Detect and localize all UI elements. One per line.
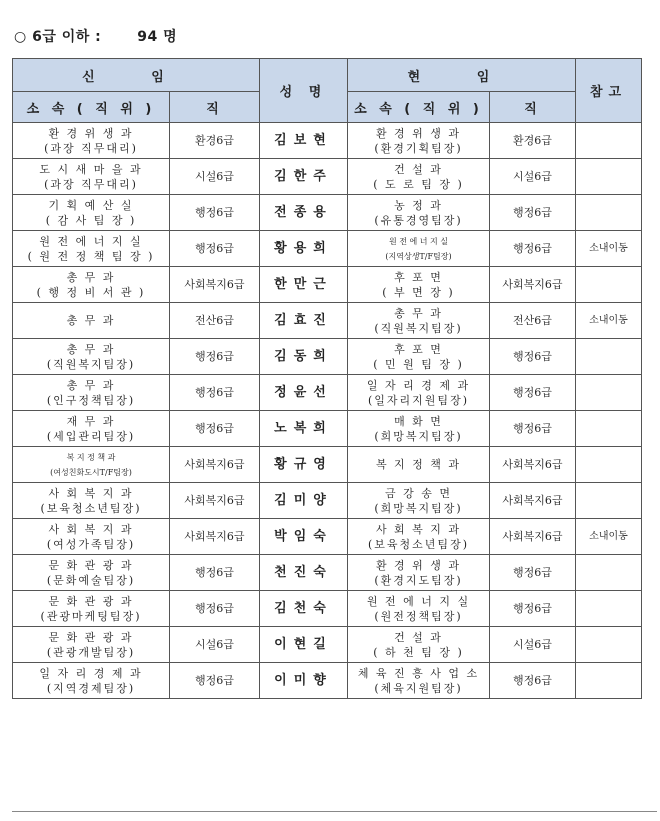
- current-rank-cell: 행정6급: [490, 195, 576, 231]
- new-dept-cell: 복 지 정 책 과 (여성친화도시T/F팀장): [13, 447, 170, 483]
- current-rank-cell: 행정6급: [490, 591, 576, 627]
- new-post-header: 신 임: [13, 59, 260, 92]
- current-dept-cell: 환 경 위 생 과 (환경지도팀장): [348, 555, 490, 591]
- current-dept-cell: 매 화 면 (희망복지팀장): [348, 411, 490, 447]
- new-dept-cell: 문 화 관 광 과 (문화예술팀장): [13, 555, 170, 591]
- current-dept-cell: 사 회 복 지 과 (보육청소년팀장): [348, 519, 490, 555]
- note-cell: [576, 591, 642, 627]
- new-rank-cell: 행정6급: [170, 375, 260, 411]
- current-dept-cell: 복 지 정 책 과: [348, 447, 490, 483]
- name-cell: 이미향: [260, 663, 348, 699]
- name-header: 성 명: [260, 59, 348, 123]
- current-dept-cell: 일 자 리 경 제 과 (일자리지원팀장): [348, 375, 490, 411]
- bottom-rule: [12, 811, 657, 812]
- current-dept-cell: 원 전 에 너 지 실 (지역상생T/F팀장): [348, 231, 490, 267]
- table-row: [13, 627, 642, 663]
- new-dept-cell: 문 화 관 광 과 (관광개발팀장): [13, 627, 170, 663]
- current-rank-cell: 행정6급: [490, 339, 576, 375]
- current-rank-cell: 시설6급: [490, 159, 576, 195]
- new-dept-cell: 재 무 과 (세입관리팀장): [13, 411, 170, 447]
- table-row: [13, 303, 642, 339]
- new-dept-cell: 총 무 과 ( 행 정 비 서 관 ): [13, 267, 170, 303]
- table-row: [13, 519, 642, 555]
- new-dept-cell: 총 무 과 (직원복지팀장): [13, 339, 170, 375]
- new-rank-cell: 시설6급: [170, 627, 260, 663]
- table-row: [13, 447, 642, 483]
- name-cell: 한만근: [260, 267, 348, 303]
- new-dept-cell: 기 획 예 산 실 ( 감 사 팀 장 ): [13, 195, 170, 231]
- table-row: [13, 267, 642, 303]
- new-rank-cell: 행정6급: [170, 339, 260, 375]
- new-rank-cell: 행정6급: [170, 411, 260, 447]
- note-cell: 소내이동: [576, 303, 642, 339]
- note-cell: [576, 627, 642, 663]
- name-cell: 전종용: [260, 195, 348, 231]
- heading-label: ○ 6급 이하 :: [14, 29, 102, 45]
- current-dept-cell: 후 포 면 ( 부 면 장 ): [348, 267, 490, 303]
- current-rank-cell: 행정6급: [490, 411, 576, 447]
- new-dept-cell: 원 전 에 너 지 실 ( 원 전 정 책 팀 장 ): [13, 231, 170, 267]
- current-dept-header: 소 속 ( 직 위 ): [348, 92, 490, 123]
- table-row: [13, 195, 642, 231]
- current-dept-cell: 건 설 과 ( 하 천 팀 장 ): [348, 627, 490, 663]
- current-rank-cell: 사회복지6급: [490, 519, 576, 555]
- new-rank-cell: 행정6급: [170, 231, 260, 267]
- current-rank-cell: 시설6급: [490, 627, 576, 663]
- note-cell: [576, 375, 642, 411]
- current-dept-cell: 원 전 에 너 지 실 (원전정책팀장): [348, 591, 490, 627]
- name-cell: 노복희: [260, 411, 348, 447]
- name-cell: 황규영: [260, 447, 348, 483]
- new-rank-cell: 사회복지6급: [170, 267, 260, 303]
- name-cell: 천진숙: [260, 555, 348, 591]
- note-cell: [576, 159, 642, 195]
- new-rank-cell: 환경6급: [170, 123, 260, 159]
- table-row: [13, 663, 642, 699]
- current-dept-cell: 후 포 면 ( 민 원 팀 장 ): [348, 339, 490, 375]
- new-rank-cell: 행정6급: [170, 591, 260, 627]
- note-cell: [576, 483, 642, 519]
- table-row: [13, 591, 642, 627]
- table-row: [13, 159, 642, 195]
- new-rank-cell: 시설6급: [170, 159, 260, 195]
- new-dept-header: 소 속 ( 직 위 ): [13, 92, 170, 123]
- new-rank-header: 직: [170, 92, 260, 123]
- name-cell: 황용희: [260, 231, 348, 267]
- current-dept-cell: 금 강 송 면 (희망복지팀장): [348, 483, 490, 519]
- new-dept-cell: 사 회 복 지 과 (보육청소년팀장): [13, 483, 170, 519]
- note-cell: [576, 663, 642, 699]
- current-rank-cell: 행정6급: [490, 555, 576, 591]
- name-cell: 정윤선: [260, 375, 348, 411]
- note-cell: [576, 195, 642, 231]
- new-dept-cell: 문 화 관 광 과 (관광마케팅팀장): [13, 591, 170, 627]
- current-rank-cell: 전산6급: [490, 303, 576, 339]
- table-row: [13, 411, 642, 447]
- current-dept-cell: 환 경 위 생 과 (환경기획팀장): [348, 123, 490, 159]
- note-header: 참고: [576, 59, 642, 123]
- table-row: [13, 375, 642, 411]
- note-cell: [576, 339, 642, 375]
- heading-count: 94 명: [137, 29, 178, 45]
- table-body: [13, 123, 642, 699]
- table-row: [13, 483, 642, 519]
- name-cell: 박임숙: [260, 519, 348, 555]
- table-row: [13, 555, 642, 591]
- name-cell: 김효진: [260, 303, 348, 339]
- current-post-header: 현 임: [348, 59, 576, 92]
- current-rank-cell: 사회복지6급: [490, 267, 576, 303]
- new-dept-cell: 사 회 복 지 과 (여성가족팀장): [13, 519, 170, 555]
- new-rank-cell: 사회복지6급: [170, 519, 260, 555]
- new-rank-cell: 전산6급: [170, 303, 260, 339]
- new-dept-cell: 일 자 리 경 제 과 (지역경제팀장): [13, 663, 170, 699]
- current-rank-cell: 환경6급: [490, 123, 576, 159]
- note-cell: [576, 123, 642, 159]
- name-cell: 김동희: [260, 339, 348, 375]
- name-cell: 김미양: [260, 483, 348, 519]
- new-rank-cell: 행정6급: [170, 195, 260, 231]
- name-cell: 김천숙: [260, 591, 348, 627]
- current-rank-cell: 사회복지6급: [490, 447, 576, 483]
- new-dept-cell: 총 무 과 (인구정책팀장): [13, 375, 170, 411]
- current-dept-cell: 농 정 과 (유통경영팀장): [348, 195, 490, 231]
- name-cell: 김보현: [260, 123, 348, 159]
- new-dept-cell: 총 무 과: [13, 303, 170, 339]
- current-rank-cell: 행정6급: [490, 231, 576, 267]
- note-cell: [576, 447, 642, 483]
- new-dept-cell: 도 시 새 마 을 과 (과장 직무대리): [13, 159, 170, 195]
- new-rank-cell: 행정6급: [170, 555, 260, 591]
- section-heading: [14, 26, 177, 46]
- new-rank-cell: 사회복지6급: [170, 483, 260, 519]
- new-rank-cell: 사회복지6급: [170, 447, 260, 483]
- current-dept-cell: 건 설 과 ( 도 로 팀 장 ): [348, 159, 490, 195]
- note-cell: [576, 267, 642, 303]
- note-cell: 소내이동: [576, 231, 642, 267]
- current-rank-cell: 사회복지6급: [490, 483, 576, 519]
- current-rank-cell: 행정6급: [490, 375, 576, 411]
- name-cell: 이현길: [260, 627, 348, 663]
- name-cell: 김한주: [260, 159, 348, 195]
- note-cell: 소내이동: [576, 519, 642, 555]
- new-dept-cell: 환 경 위 생 과 (과장 직무대리): [13, 123, 170, 159]
- note-cell: [576, 411, 642, 447]
- note-cell: [576, 555, 642, 591]
- new-rank-cell: 행정6급: [170, 663, 260, 699]
- personnel-table: [12, 58, 642, 699]
- current-rank-header: 직: [490, 92, 576, 123]
- table-row: [13, 231, 642, 267]
- current-dept-cell: 체 육 진 흥 사 업 소 (체육지원팀장): [348, 663, 490, 699]
- table-row: [13, 339, 642, 375]
- current-dept-cell: 총 무 과 (직원복지팀장): [348, 303, 490, 339]
- current-rank-cell: 행정6급: [490, 663, 576, 699]
- table-row: [13, 123, 642, 159]
